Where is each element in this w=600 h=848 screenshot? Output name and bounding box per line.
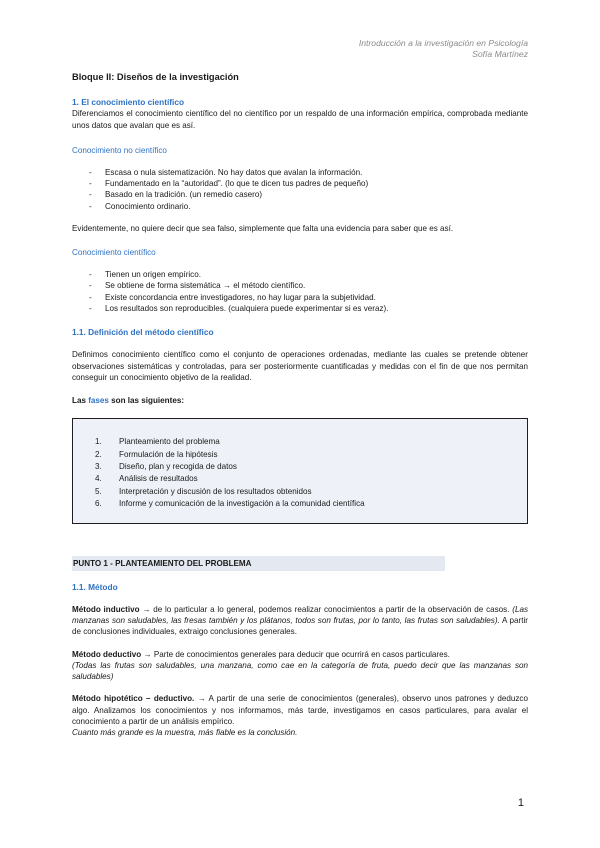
deductivo-paragraph: Método deductivo → Parte de conocimientos generales para deducir que ocurrirá en casos particulares. (Todas las frutas son saludables, una manzana, como cae en la categoría de fruta, puedo decir que las manzanas son saludables)	[72, 649, 528, 682]
list-item: - Escasa o nula sistematización. No hay datos que avalan la información.	[89, 167, 528, 178]
block-title: Bloque II: Diseños de la investigación	[72, 72, 239, 82]
fase-item: 3. Diseño, plan y recogida de datos	[95, 462, 237, 472]
evidentemente-paragraph: Evidentemente, no quiere decir que sea falso, simplemente que falta una evidencia para saber que es así.	[72, 223, 454, 233]
fase-item: 4. Análisis de resultados	[95, 474, 198, 484]
definicion-paragraph: Definimos conocimiento científico como el conjunto de operaciones ordenadas, mediante las cuales se pretende obtener observaciones sistemáticas y controladas, para ser posteriormente cuantificadas y medidas con el fin de que nos permitan conseguir un conocimiento objetivo de la realidad.	[72, 350, 528, 383]
list-item: - Existe concordancia entre investigadores, no hay lugar para la subjetividad.	[89, 292, 528, 303]
page-header	[359, 38, 528, 60]
page-content	[72, 72, 528, 738]
header-course: Introducción a la investigación en Psicología	[358, 38, 528, 48]
section-heading-1: 1. El conocimiento científico	[72, 97, 185, 108]
subheading-no-cientifico: Conocimiento no científico	[72, 145, 167, 155]
subheading-cientifico: Conocimiento científico	[72, 248, 156, 258]
header-author: Sofía Martínez	[472, 49, 528, 59]
fase-item: 5. Interpretación y discusión de los resultados obtenidos	[95, 486, 312, 496]
fases-highlight: fases	[88, 396, 109, 406]
list-cientifico	[72, 269, 528, 314]
list-item: - Los resultados son reproducibles. (cualquiera puede experimentar si es veraz).	[89, 303, 528, 314]
section-1-intro: Diferenciamos el conocimiento científico del no científico por un respaldo de una información empírica, comprobada mediante unos datos que avalan que es así.	[72, 109, 528, 130]
fases-list	[95, 436, 517, 510]
fase-item: 1. Planteamiento del problema	[95, 437, 220, 447]
hipotetico-paragraph: Método hipotético – deductivo. → A partir de una serie de conocimientos (generales), observo unos patrones y deduzco algo. Analizamos los conocimientos y nos informamos, más tarde, investigamos en casos particulares, para avalar el conocimiento a partir de un análisis empírico. Cuanto más grande es la muestra, más fiable es la conclusión.	[72, 694, 528, 737]
punto-1-bar: PUNTO 1 - PLANTEAMIENTO DEL PROBLEMA	[72, 556, 445, 571]
list-item: - Tienen un origen empírico.	[89, 269, 528, 280]
list-item: - Fundamentado en la “autoridad”. (lo que te dicen tus padres de pequeño)	[89, 178, 528, 189]
section-heading-1-1: 1.1. Definición del método científico	[72, 327, 214, 338]
fase-item: 2. Formulación de la hipótesis	[95, 449, 218, 459]
list-item: - Conocimiento ordinario.	[89, 201, 528, 212]
section-heading-metodo: 1.1. Método	[72, 581, 118, 592]
fases-box	[72, 418, 528, 523]
list-item: - Basado en la tradición. (un remedio casero)	[89, 189, 528, 200]
fase-item: 6. Informe y comunicación de la investigación a la comunidad científica	[95, 499, 365, 509]
fases-intro: Las fases son las siguientes:	[72, 396, 185, 406]
inductivo-paragraph: Método inductivo → de lo particular a lo general, podemos realizar conocimientos a partir de la observación de casos. (Las manzanas son saludables, las fresas también y los plátanos, todos son frutas, por lo tanto, las frutas son saludables). A partir de conclusiones individuales, extraigo conclusiones generales.	[72, 605, 528, 637]
list-item: - Se obtiene de forma sistemática → el método científico.	[89, 280, 528, 291]
list-no-cientifico	[72, 167, 528, 212]
page-number: 1	[517, 797, 524, 809]
